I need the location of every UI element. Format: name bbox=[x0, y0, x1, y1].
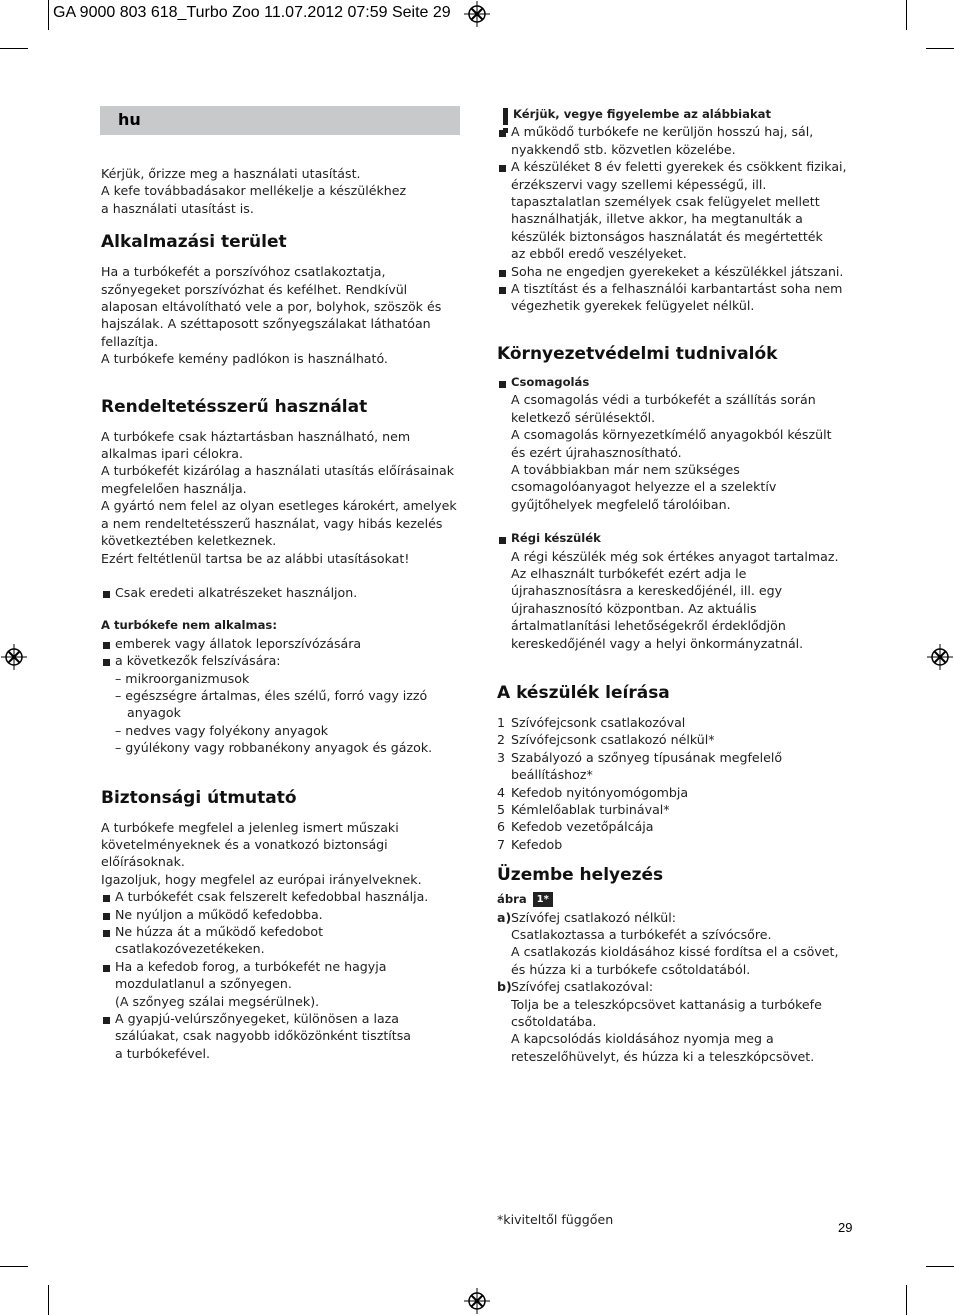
section-title: Üzembe helyezés bbox=[497, 865, 664, 886]
list-item: beállításhoz* bbox=[511, 767, 593, 783]
list-item: a következők felszívására: bbox=[101, 652, 466, 669]
language-code: hu bbox=[118, 110, 141, 129]
list-item: Ne nyúljon a működő kefedobba. bbox=[101, 906, 466, 923]
list-item: 1 Szívófejcsonk csatlakozóval bbox=[497, 714, 686, 730]
crop-mark bbox=[0, 48, 28, 49]
crop-mark bbox=[926, 48, 954, 49]
list-item: 2 Szívófejcsonk csatlakozó nélkül* bbox=[497, 732, 715, 748]
list-item: A működő turbókefe ne kerüljön hosszú haj, sál, bbox=[497, 123, 857, 140]
list-item: 6 Kefedob vezetőpálcája bbox=[497, 819, 654, 835]
subheading: Régi készülék bbox=[497, 530, 857, 547]
list-item: A gyapjú-velúrszőnyegeket, különösen a laza bbox=[101, 1010, 466, 1027]
left-column bbox=[101, 165, 466, 1062]
crop-mark bbox=[926, 1266, 954, 1267]
registration-mark-icon bbox=[927, 644, 953, 670]
intro: Kérjük, őrizze meg a használati utasítást. A kefe továbbadásakor mellékelje a készülékhez a használati utasítást is. bbox=[101, 166, 407, 216]
subheading: A turbókefe nem alkalmas: bbox=[101, 618, 277, 633]
list-item: b) Szívófej csatlakozóval: bbox=[497, 979, 654, 995]
crop-mark bbox=[48, 1285, 49, 1315]
list-item: 7 Kefedob bbox=[497, 836, 563, 852]
list-item: 4 Kefedob nyitónyomógombja bbox=[497, 784, 689, 800]
figure-badge: 1* bbox=[533, 892, 553, 907]
section-title: Környezetvédelmi tudnivalók bbox=[497, 343, 778, 364]
subheading: Csomagolás bbox=[497, 374, 857, 391]
list-item: 5 Kémlelőablak turbinával* bbox=[497, 802, 670, 817]
list-item: A turbókefét csak felszerelt kefedobbal használja. bbox=[101, 888, 466, 905]
list-item: a) Szívófej csatlakozó nélkül: bbox=[497, 909, 677, 925]
list-item: Csak eredeti alkatrészeket használjon. bbox=[101, 584, 466, 601]
print-header: GA 9000 803 618_Turbo Zoo 11.07.2012 07:59 Seite 29 bbox=[53, 4, 451, 21]
list-item: Ha a kefedob forog, a turbókefét ne hagyja bbox=[101, 958, 466, 975]
section-body: A turbókefe megfelel a jelenleg ismert műszaki követelményeknek és a vonatkozó biztonsági előírásoknak. Igazoljuk, hogy megfelel az európai irányelveknek. A turbókefét csak felszerelt kefedobbal használja. Ne nyúljon a működő kefedobba. Ne húzza át a működő kefedobot csatlakozóvezetékeken. Ha a kefedob forog, a turbókefét ne hagyja mozdulatlanul a szőnyegen. (A szőnyeg szálai megsérülnek). A gyapjú-velúrszőnyegeket, különösen a laza szálúakat, csak nagyobb időközönként tisztítsa a turbókefével. bbox=[101, 819, 466, 1063]
section-body: Ha a turbókefét a porszívóhoz csatlakoztatja, szőnyegeket porszívózhat és kefélhet. Rendkívül alaposan eltávolítható vele a por, bolyhok, szöszök és hajszálak. A széttaposott szőnyegszálakat láthatóan fellazítja. A turbókefe kemény padlókon is használható. bbox=[101, 264, 442, 367]
registration-mark-icon bbox=[464, 1288, 490, 1314]
crop-mark bbox=[48, 0, 49, 30]
crop-mark bbox=[906, 0, 907, 30]
list-item: Ne húzza át a működő kefedobot bbox=[101, 923, 466, 940]
warning-heading: Kérjük, vegye figyelembe az alábbiakat bbox=[513, 107, 772, 121]
list-item: Soha ne engedjen gyerekeket a készülékkel játszani. bbox=[497, 263, 857, 280]
parts-list bbox=[497, 714, 857, 853]
figure-reference: ábra 1* bbox=[497, 891, 857, 908]
section-body: A turbókefe csak háztartásban használható, nem alkalmas ipari célokra. A turbókefét kizárólag a használati utasítás előírásainak megfelelően használja. A gyártó nem felel az olyan esetleges károkért, amelyek a nem rendeltetésszerű használat, vagy hibás kezelés következtében keletkeznek. Ezért feltétlenül tartsa be az alábbi utasításokat! Csak eredeti alkatrészeket használjon. A turbókefe nem alkalmas: emberek vagy állatok leporszívózására a következők felszívására: – mikroorganizmusok – egészségre ártalmas, éles szélű, forró vagy izzó anyagok – nedves vagy folyékony anyagok – gyúlékony vagy robbanékony anyagok és gázok. bbox=[101, 428, 466, 757]
section-title: Biztonsági útmutató bbox=[101, 787, 297, 808]
section-title: A készülék leírása bbox=[497, 682, 670, 703]
crop-mark bbox=[0, 1266, 28, 1267]
registration-mark-icon bbox=[464, 1, 490, 27]
section-title: Alkalmazási terület bbox=[101, 232, 287, 253]
section-title: Rendeltetésszerű használat bbox=[101, 396, 368, 417]
list-item: 3 Szabályozó a szőnyeg típusának megfelelő bbox=[497, 749, 783, 765]
footnote: *kiviteltől függően bbox=[497, 1212, 614, 1227]
registration-mark-icon bbox=[1, 644, 27, 670]
list-item: emberek vagy állatok leporszívózására bbox=[101, 635, 466, 652]
crop-mark bbox=[906, 1285, 907, 1315]
list-item: A tisztítást és a felhasználói karbantartást soha nem bbox=[497, 280, 857, 297]
list-item: A készüléket 8 év feletti gyerekek és csökkent fizikai, bbox=[497, 158, 857, 175]
language-bar bbox=[100, 106, 460, 135]
right-column: Kérjük, vegye figyelembe az alábbiakat A működő turbókefe ne kerüljön hosszú haj, sál, nyakkendő stb. közvetlen közelébe. A készüléket 8 év feletti gyerekek és csökkent fizikai, érzékszervi vagy szellemi képességű, ill. tapasztalatlan személyek csak felügyelet mellett használhatják, illetve akkor, ha megtanulták a készülék biztonságos használatát és megértették az ebből eredő veszélyeket. Soha ne engedjen gyerekeket a készülékkel játszani. A tisztítást és a felhasználói karbantartást soha nem végezhetik gyerekek felügyelet nélkül. Környezetvédelmi tudnivalók Csomagolás A csomagolás védi a turbókefét a szállítás során keletkező sérülésektől. A csomagolás környezetkímélő anyagokból készült és ezért újrahasznosítható. A továbbiakban már nem szükséges csomagolóanyagot helyezze el a szelektív gyűjtőhelyek megfelelő tárolóiban. Régi készülék A régi készülék még sok értékes anyagot tartalmaz. Az elhasznált turbókefét ezért adja le újrahasznosításra a kereskedőjénél, ill. egy újrahasznosító központban. Az aktuális ártalmatlanítási lehetőségekről érdeklődjön kereskedőjénél vagy a helyi önkormányzatnál. A készülék leírása 1 Szívófejcsonk csatlakozóval 2 Szívófejcsonk csatlakozó nélkül* 3 Szabályozó a szőnyeg típusának megfelelő beállításhoz* 4 Kefedob nyitónyomógombja 5 Kémlelőablak turbinával* 6 Kefedob vezetőpálcája 7 Kefedob Üzembe helyezés ábra 1* a) Szívófej csatlakozó nélkül: Csatlakoztassa a turbókefét a szívócsőre. A csatlakozás kioldásához kissé fordítsa el a csövet, és húzza ki a turbókefe csőtoldatából. b) Szívófej csatlakozóval: Tolja be a teleszkópcsövet kattanásig a turbókefe csőtoldatába. A kapcsolódás kioldásához nyomja meg a reteszelőhüvelyt, és húzza ki a teleszkópcsövet. bbox=[497, 106, 857, 1065]
page-number: 29 bbox=[838, 1220, 853, 1235]
